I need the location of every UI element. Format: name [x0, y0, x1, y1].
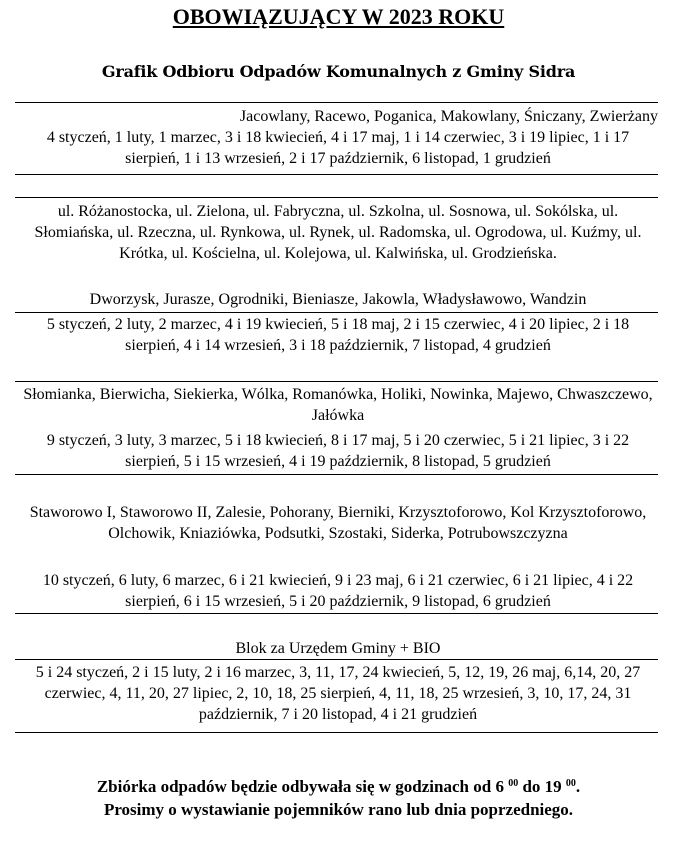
footer-hours-text: Zbiórka odpadów będzie odbywała się w godzinach od 6: [96, 777, 504, 796]
divider: [15, 381, 658, 382]
section-3-places: Słomianka, Bierwicha, Siekierka, Wólka, Romanówka, Holiki, Nowinka, Majewo, Chwaszczewo, Jałówka: [23, 386, 653, 424]
section-3-dates: 9 styczeń, 3 luty, 3 marzec, 5 i 18 kwiecień, 8 i 17 maj, 5 i 20 czerwiec, 5 i 21 lipiec, 3 i 22 sierpień, 5 i 15 wrzesień, 4 i 19 październik, 8 listopad, 5 grudzień: [46, 432, 630, 470]
divider: [15, 102, 658, 103]
section-2-places: ul. Różanostocka, ul. Zielona, ul. Fabryczna, ul. Szkolna, ul. Sosnowa, ul. Sokólska, ul. Słomiańska, ul. Rzeczna, ul. Rynkowa, ul. Rynek, ul. Radomska, ul. Ogrodowa, ul. Kuźmy, ul. Krótka, ul. Kościelna, ul. Kolejowa, ul. Kalwińska, ul. Grodzieńska.: [34, 203, 642, 262]
section-5-places: Blok za Urzędem Gminy + BIO: [235, 640, 441, 657]
footer-hours-period: .: [575, 777, 581, 796]
section-1-places: Jacowlany, Racewo, Poganica, Makowlany, Śniczany, Zwierżany: [239, 108, 658, 125]
divider: [15, 732, 658, 733]
footer-hours-end-sup: 00: [565, 778, 576, 789]
footer-note: [0, 775, 677, 821]
section-2-places-villages: Dworzysk, Jurasze, Ogrodniki, Bieniasze, Jakowla, Władysławowo, Wandzin: [89, 291, 587, 308]
section-4-dates: 10 styczeń, 6 luty, 6 marzec, 6 i 21 kwiecień, 9 i 23 maj, 6 i 21 czerwiec, 6 i 21 lipiec, 4 i 22 sierpień, 6 i 15 wrzesień, 5 i 20 październik, 9 listopad, 6 grudzień: [42, 572, 634, 610]
section-2-dates: 5 styczeń, 2 luty, 2 marzec, 4 i 19 kwiecień, 5 i 18 maj, 2 i 15 czerwiec, 4 i 20 lipiec, 2 i 18 sierpień, 4 i 14 wrzesień, 3 i 18 październik, 7 listopad, 4 grudzień: [46, 316, 630, 354]
divider: [15, 197, 658, 198]
section-1-dates: 4 styczeń, 1 luty, 1 marzec, 3 i 18 kwiecień, 4 i 17 maj, 1 i 14 czerwiec, 3 i 19 lipiec, 1 i 17 sierpień, 1 i 13 wrzesień, 2 i 17 październik, 6 listopad, 1 grudzień: [46, 129, 630, 167]
page-subtitle: Grafik Odbioru Odpadów Komunalnych z Gminy Sidra: [101, 62, 576, 81]
section-5-dates: 5 i 24 styczeń, 2 i 15 luty, 2 i 16 marzec, 3, 11, 17, 24 kwiecień, 5, 12, 19, 26 maj, 6,14, 20, 27 czerwiec, 4, 11, 20, 27 lipiec, 2, 10, 18, 25 sierpień, 4, 11, 18, 25 wrzesień, 3, 10, 17, 24, 31 październik, 7 i 20 listopad, 4 i 21 grudzień: [35, 664, 641, 723]
divider: [15, 613, 658, 614]
footer-request-line: Prosimy o wystawianie pojemników rano lub dnia poprzedniego.: [103, 800, 574, 819]
footer-hours-start-sup: 00: [508, 778, 519, 789]
footer-hours-line: [0, 775, 677, 798]
page-title: OBOWIĄZUJĄCY W 2023 ROKU: [172, 4, 505, 29]
footer-hours-end-text: do 19: [522, 777, 562, 796]
divider: [15, 312, 658, 313]
section-4-places: Staworowo I, Staworowo II, Zalesie, Pohorany, Bierniki, Krzysztoforowo, Kol Krzysztoforowo, Olchowik, Kniaziówka, Podsutki, Szostaki, Siderka, Potrubowszczyzna: [29, 504, 647, 542]
divider: [15, 174, 658, 175]
divider: [15, 659, 658, 660]
divider: [15, 474, 658, 475]
